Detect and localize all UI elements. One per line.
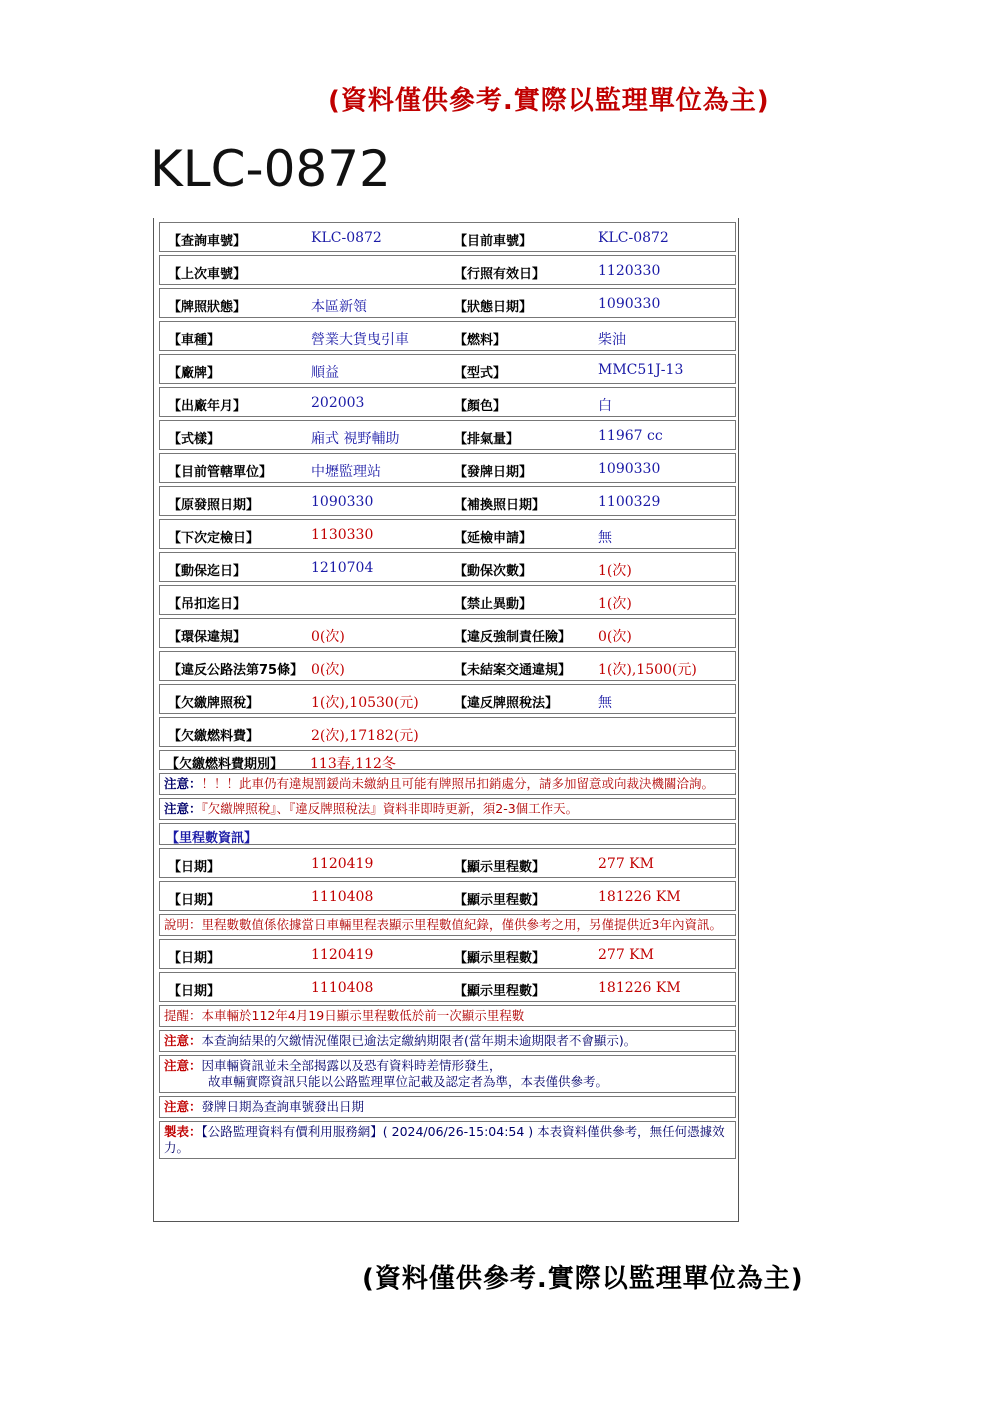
footer-row <box>159 1121 736 1159</box>
field-value-left: 2(次),17182(元) <box>311 728 419 744</box>
reminder-row <box>159 1005 736 1027</box>
field-value-right: 277 KM <box>598 947 654 963</box>
field-row <box>159 354 736 384</box>
field-label-left: 【動保迄日】 <box>168 564 247 579</box>
note-arrears-text: 本查詢結果的欠繳情況僅限已逾法定繳納期限者(當年期未逾期限者不會顯示)。 <box>201 1033 637 1048</box>
field-label-right: 【未結案交通違規】 <box>454 663 572 678</box>
field-label-right: 【發牌日期】 <box>454 465 533 480</box>
field-label-left: 【日期】 <box>168 860 221 875</box>
field-label-left: 【查詢車號】 <box>168 234 247 249</box>
field-label-left: 【上次車號】 <box>168 267 247 282</box>
field-value-left: 順益 <box>311 365 339 381</box>
field-row <box>159 420 736 450</box>
note-disclosure-line1: 因車輛資訊並未全部揭露以及恐有資料時差情形發生， <box>201 1058 502 1073</box>
field-row <box>159 255 736 285</box>
field-value-right: 181226 KM <box>598 980 681 996</box>
field-value-left: 1120419 <box>311 947 374 963</box>
field-label-left: 【目前管轄單位】 <box>168 465 273 480</box>
field-label-left: 【日期】 <box>168 951 221 966</box>
field-label-left: 【日期】 <box>168 984 221 999</box>
field-value-left: 0(次) <box>311 662 345 678</box>
field-label-left: 【原發照日期】 <box>168 498 260 513</box>
field-label-right: 【顯示里程數】 <box>454 893 546 908</box>
field-value-left: 1130330 <box>311 527 374 543</box>
field-value-left: 營業大貨曳引車 <box>311 332 409 348</box>
field-label-right: 【顯示里程數】 <box>454 984 546 999</box>
note-violation <box>159 773 736 795</box>
field-label-right: 【顯示里程數】 <box>454 951 546 966</box>
field-value-right: 1120330 <box>598 263 661 279</box>
field-label-right: 【排氣量】 <box>454 432 520 447</box>
field-value-right: 白 <box>598 398 612 414</box>
field-label-right: 【補換照日期】 <box>454 498 546 513</box>
field-value-left: 1120419 <box>311 856 374 872</box>
field-value-left: 1210704 <box>311 560 374 576</box>
note-tax-text: 『欠繳牌照稅』、『違反牌照稅法』資料非即時更新，須2-3個工作天。 <box>201 801 579 816</box>
field-row <box>159 684 736 714</box>
field-label-right: 【顏色】 <box>454 399 507 414</box>
field-label-left: 【牌照狀態】 <box>168 300 247 315</box>
note-disclosure-prefix: 注意： <box>164 1058 202 1073</box>
field-row <box>159 519 736 549</box>
mileage-section-header <box>159 823 736 845</box>
field-value-right: 1090330 <box>598 461 661 477</box>
fuel-period-row <box>159 750 736 770</box>
plate-title: KLC-0872 <box>150 140 391 198</box>
field-value-right: 0(次) <box>598 629 632 645</box>
reminder-text: 提醒：本車輛於112年4月19日顯示里程數低於前一次顯示里程數 <box>164 1008 525 1023</box>
field-value-left: KLC-0872 <box>311 230 382 246</box>
field-value-left: 中壢監理站 <box>311 464 381 480</box>
field-value-right: KLC-0872 <box>598 230 669 246</box>
field-label-right: 【目前車號】 <box>454 234 533 249</box>
field-row <box>159 848 736 878</box>
field-label-right: 【型式】 <box>454 366 507 381</box>
field-label-right: 【違反牌照稅法】 <box>454 696 559 711</box>
field-row <box>159 387 736 417</box>
mileage-note-text: 說明：里程數數值係依據當日車輛里程表顯示里程數值紀錄，僅供參考之用，另僅提供近3年內資訊。 <box>164 917 722 932</box>
disclaimer-top: (資料僅供參考.實際以監理單位為主) <box>328 86 770 116</box>
field-value-right: 1100329 <box>598 494 661 510</box>
note-plate-date <box>159 1096 736 1118</box>
field-value-right: 11967 cc <box>598 428 663 444</box>
field-row <box>159 972 736 1002</box>
mileage-rows-2 <box>159 939 736 1002</box>
field-label-left: 【欠繳牌照稅】 <box>168 696 260 711</box>
field-value-left: 202003 <box>311 395 365 411</box>
field-row <box>159 288 736 318</box>
note-disclosure-line2: 故車輛實際資訊只能以公路監理單位記載及認定者為準，本表僅供參考。 <box>208 1074 609 1089</box>
field-value-right: 181226 KM <box>598 889 681 905</box>
field-label-left: 【吊扣迄日】 <box>168 597 247 612</box>
note-disclosure <box>159 1055 736 1093</box>
mileage-note <box>159 914 736 936</box>
footer-prefix: 製表： <box>164 1124 202 1139</box>
field-row <box>159 651 736 681</box>
field-value-left: 1090330 <box>311 494 374 510</box>
field-row <box>159 585 736 615</box>
field-label-left: 【違反公路法第75條】 <box>168 663 304 678</box>
footer-text: 【公路監理資料有價利用服務網】( 2024/06/26-15:04:54 ) 本表資料僅供參考，無任何憑據效力。 <box>164 1124 725 1155</box>
field-value-right: 柴油 <box>598 332 626 348</box>
field-label-left: 【車種】 <box>168 333 221 348</box>
disclaimer-bottom: (資料僅供參考.實際以監理單位為主) <box>362 1264 804 1294</box>
field-value-right: 1(次),1500(元) <box>598 662 697 678</box>
field-label-right: 【動保次數】 <box>454 564 533 579</box>
field-label-left: 【式樣】 <box>168 432 221 447</box>
field-label-left: 【欠繳燃料費】 <box>168 729 260 744</box>
report-body <box>159 222 736 1162</box>
field-value-right: 無 <box>598 530 612 546</box>
field-label-left: 【環保違規】 <box>168 630 247 645</box>
field-value-left: 0(次) <box>311 629 345 645</box>
field-row <box>159 486 736 516</box>
note-plate-date-text: 發牌日期為查詢車號發出日期 <box>201 1099 365 1114</box>
field-value-right: 無 <box>598 695 612 711</box>
field-value-left: 廂式 視野輔助 <box>311 431 400 447</box>
field-label-right: 【行照有效日】 <box>454 267 546 282</box>
field-row <box>159 618 736 648</box>
note-plate-date-prefix: 注意： <box>164 1099 202 1114</box>
field-value-right: 1(次) <box>598 596 632 612</box>
field-label-right: 【延檢申請】 <box>454 531 533 546</box>
field-row <box>159 717 736 747</box>
field-row <box>159 453 736 483</box>
field-value-right: 1(次) <box>598 563 632 579</box>
field-value-left: 本區新領 <box>311 299 367 315</box>
vehicle-report <box>153 218 739 1222</box>
field-value-left: 1110408 <box>311 889 374 905</box>
field-value-left: 1110408 <box>311 980 374 996</box>
field-value-right: 277 KM <box>598 856 654 872</box>
field-value-right: MMC51J-13 <box>598 362 684 378</box>
field-label-left: 【廠牌】 <box>168 366 221 381</box>
field-row <box>159 939 736 969</box>
note-violation-prefix: 注意： <box>164 776 202 791</box>
field-label-right: 【禁止異動】 <box>454 597 533 612</box>
field-value-left: 1(次),10530(元) <box>311 695 419 711</box>
field-label-right: 【燃料】 <box>454 333 507 348</box>
mileage-section-title: 【里程數資訊】 <box>166 831 258 846</box>
mileage-rows-1 <box>159 848 736 911</box>
note-arrears-prefix: 注意： <box>164 1033 202 1048</box>
fuel-period-label: 【欠繳燃料費期別】 <box>166 757 284 772</box>
field-row <box>159 552 736 582</box>
field-value-right: 1090330 <box>598 296 661 312</box>
note-tax-prefix: 注意： <box>164 801 202 816</box>
note-violation-text: ！！！此車仍有違規罰鍰尚未繳納且可能有牌照吊扣銷處分，請多加留意或向裁決機關洽詢。 <box>201 776 715 791</box>
field-label-left: 【下次定檢日】 <box>168 531 260 546</box>
field-row <box>159 321 736 351</box>
field-label-right: 【狀態日期】 <box>454 300 533 315</box>
field-row <box>159 222 736 252</box>
fuel-period-value: 113春,112冬 <box>310 756 396 772</box>
field-rows <box>159 222 736 747</box>
field-label-right: 【違反強制責任險】 <box>454 630 572 645</box>
field-row <box>159 881 736 911</box>
field-label-left: 【日期】 <box>168 893 221 908</box>
note-arrears <box>159 1030 736 1052</box>
field-label-left: 【出廠年月】 <box>168 399 247 414</box>
field-label-right: 【顯示里程數】 <box>454 860 546 875</box>
note-tax <box>159 798 736 820</box>
